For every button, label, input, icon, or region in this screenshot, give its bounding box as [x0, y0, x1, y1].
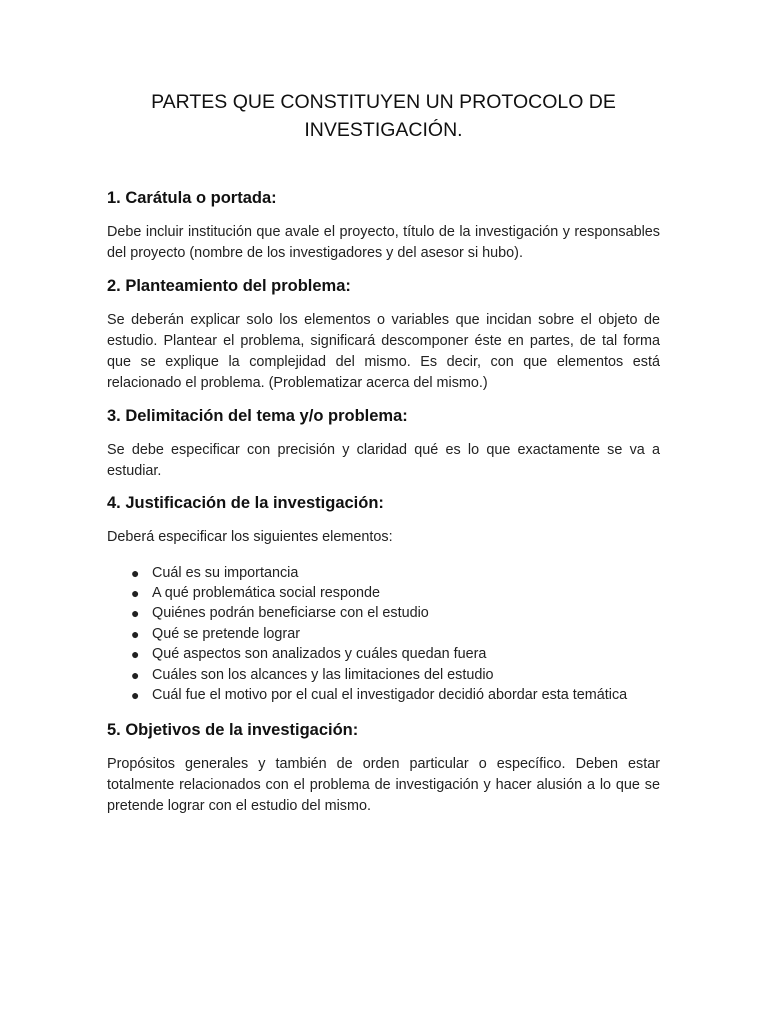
section-body: Propósitos generales y también de orden particular o específico. Deben estar totalmente relacionados con el problema de investigación y hacer alusión a lo que se pretende lograr con el estudio del mismo. — [107, 755, 660, 815]
section-caratula — [107, 187, 660, 265]
section-objetivos — [107, 719, 660, 818]
section-heading: 1. Carátula o portada: — [107, 189, 277, 207]
bullet-icon: ● — [131, 666, 140, 683]
section-planteamiento — [107, 275, 660, 395]
list-item: ● A qué problemática social responde — [107, 583, 660, 603]
section-heading: 3. Delimitación del tema y/o problema: — [107, 406, 408, 425]
list-item: ● Qué aspectos son analizados y cuáles quedan fuera — [107, 644, 660, 664]
bullet-icon: ● — [131, 646, 140, 663]
section-body: Se debe especificar con precisión y claridad qué es lo que exactamente se va a estudiar. — [107, 441, 660, 480]
list-item: ● Quiénes podrán beneficiarse con el estudio — [107, 603, 660, 623]
bullet-icon: ● — [131, 564, 140, 581]
section-heading: 5. Objetivos de la investigación: — [107, 720, 359, 739]
document-title — [107, 88, 660, 144]
document-title-line-1: PARTES QUE CONSTITUYEN UN PROTOCOLO DE — [151, 91, 616, 113]
justification-bullet-list — [107, 563, 660, 706]
bullet-icon: ● — [131, 585, 140, 602]
document-page — [107, 88, 660, 817]
document-title-line-2: INVESTIGACIÓN. — [304, 119, 463, 141]
section-delimitacion — [107, 405, 660, 483]
section-body: Se deberán explicar solo los elementos o variables que incidan sobre el objeto de estudio. Plantear el problema, significará descomponer éste en partes, de tal forma que se explique la complejidad del mismo. Es decir, con que elementos está relacionado el problema. (Problematizar acerca del mismo.) — [107, 311, 660, 392]
bullet-icon: ● — [131, 625, 140, 642]
section-body: Debe incluir institución que avale el proyecto, título de la investigación y responsables del proyecto (nombre de los investigadores y del asesor si hubo). — [107, 224, 660, 262]
section-heading: 4. Justificación de la investigación: — [107, 494, 384, 513]
section-heading: 2. Planteamiento del problema: — [107, 276, 351, 295]
section-justificacion — [107, 492, 660, 705]
section-body: Deberá especificar los siguientes elementos: — [107, 529, 393, 546]
bullet-icon: ● — [131, 687, 140, 704]
list-item: ● Cuál es su importancia — [107, 563, 660, 583]
list-item: ● Qué se pretende lograr — [107, 624, 660, 644]
list-item: ● Cuáles son los alcances y las limitaciones del estudio — [107, 665, 660, 685]
bullet-icon: ● — [131, 605, 140, 622]
list-item: ● Cuál fue el motivo por el cual el investigador decidió abordar esta temática — [107, 685, 660, 705]
